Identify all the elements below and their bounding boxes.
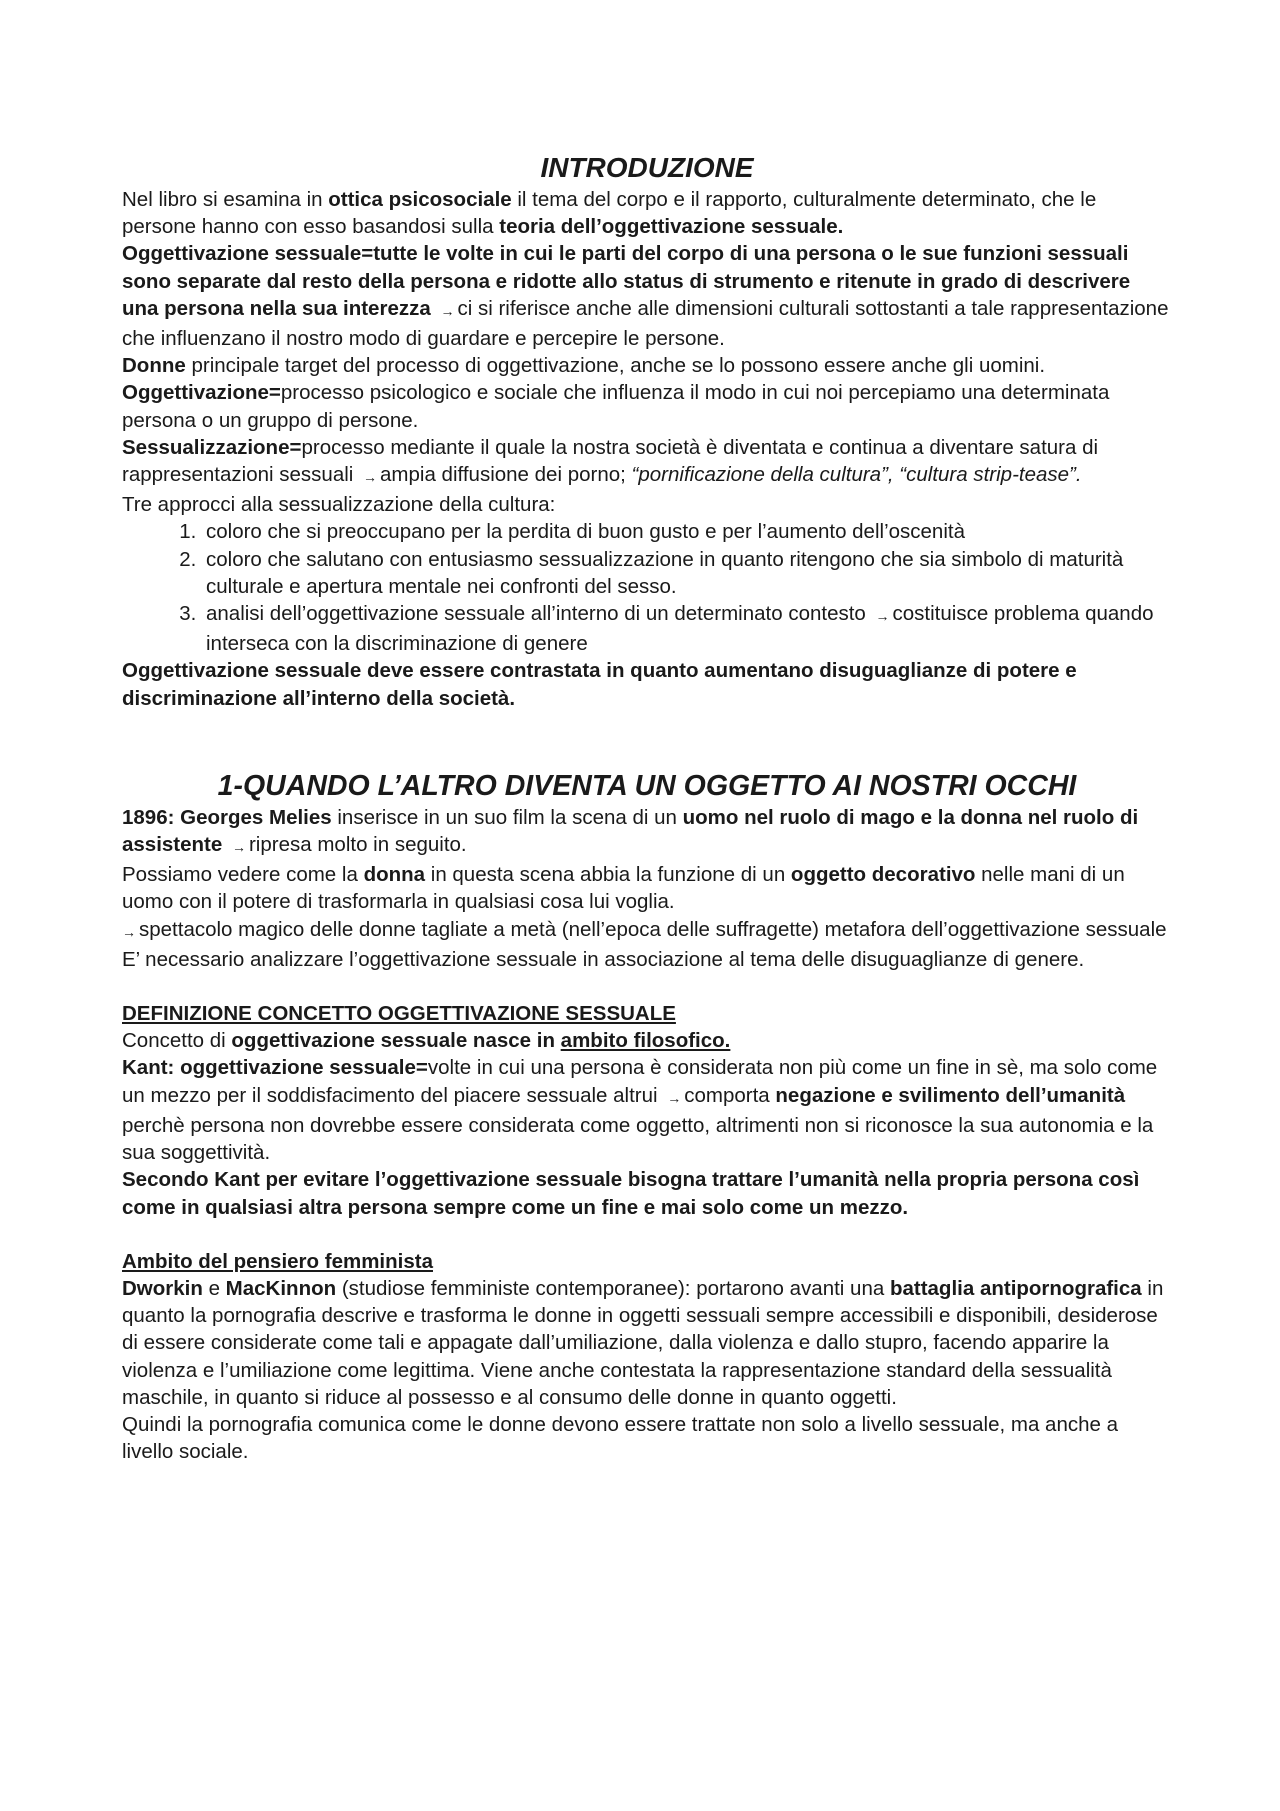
chapter-paragraph-2: [122, 861, 1172, 915]
spacer: [122, 1221, 1172, 1248]
bold-run: MacKinnon: [225, 1276, 337, 1300]
text-run: Possiamo vedere come la: [122, 863, 364, 887]
bold-run: ottica psicosociale: [328, 188, 512, 211]
text-run: ampia diffusione dei porno;: [380, 463, 632, 487]
italic-run: “pornificazione della cultura”, “cultura strip-tease”: [631, 463, 1076, 487]
text-run: principale target del processo di oggettivazione, anche se lo possono essere anche gli uomini.: [185, 354, 1046, 378]
definition-paragraph-3: [122, 1166, 1172, 1220]
intro-paragraph-6: Tre approcci alla sessualizzazione della cultura:: [122, 493, 556, 517]
arrow-icon: →: [875, 608, 890, 625]
document-page: [122, 150, 1172, 1465]
text-run: Concetto di: [122, 1029, 232, 1053]
list-item: 1. coloro che si preoccupano per la perdita di buon gusto e per l’aumento dell’oscenità: [202, 518, 1172, 545]
approaches-list: [122, 518, 1172, 657]
intro-paragraph-3: [122, 352, 1172, 379]
underline-run: ambito filosofico.: [560, 1029, 731, 1053]
bold-run: battaglia antipornografica: [889, 1276, 1142, 1300]
definition-paragraph-2: [122, 1054, 1172, 1166]
text-run: perchè persona non dovrebbe essere considerata come oggetto, altrimenti non si riconosce la sua autonomia e la sua soggettività.: [122, 1113, 1154, 1165]
section-heading: DEFINIZIONE CONCETTO OGGETTIVAZIONE SESSUALE: [122, 1002, 676, 1026]
text-run: il tema del corpo e il rapporto, culturalmente determinato, che le persone hanno con esso basandosi sulla: [122, 188, 1097, 239]
feminist-paragraph-1: [122, 1275, 1172, 1411]
text-run: processo psicologico e sociale che influenza il modo in cui noi percepiamo una determinata persona o un gruppo di persone.: [122, 381, 1110, 432]
feminist-heading: [122, 1248, 1172, 1275]
chapter-title: 1-QUANDO L’ALTRO DIVENTA UN OGGETTO AI NOSTRI OCCHI: [217, 769, 1077, 802]
text-run: spettacolo magico delle donne tagliate a metà (nell’epoca delle suffragette) metafora dell’oggettivazione sessuale: [139, 917, 1167, 941]
text-run: inserisce in un suo film la scena di un: [331, 805, 683, 829]
arrow-icon: →: [122, 923, 136, 940]
arrow-icon: →: [667, 1089, 682, 1106]
text-run: (studiose femministe contemporanee): portarono avanti una: [336, 1276, 890, 1300]
definition-heading: [122, 1000, 1172, 1027]
bold-run: Sessualizzazione=: [122, 435, 302, 459]
arrow-icon: →: [440, 302, 455, 319]
intro-paragraph-4: [122, 379, 1172, 433]
text-run: processo mediante il quale la nostra società è diventata e continua a diventare satura di rappresentazioni sessuali: [122, 435, 1099, 487]
text-run: ci si riferisce anche alle dimensioni culturali sottostanti a tale rappresentazione che influenzano il nostro modo di guardare e percepire le persone.: [122, 296, 1169, 351]
bold-run: 1896: Georges Melies: [122, 805, 332, 829]
arrow-icon: →: [363, 469, 378, 486]
spacer: [122, 973, 1172, 1000]
text-run: in quanto la pornografia descrive e trasforma le donne in oggetti sessuali sempre accessibili e disponibili, desiderose di essere considerate come tali e appagate dall’umiliazione, dalla violenza e dallo stupro, facendo apparire la violenza e l’umiliazione come legittima. Viene anche contestata la rappresentazione standard della sessualità maschile, in quanto si riduce al possesso e al consumo delle donne in quanto oggetti.: [122, 1276, 1164, 1409]
bold-run: Oggettivazione sessuale=tutte le volte in cui le parti del corpo di una persona o le sue funzioni sessuali sono separate dal resto della persona e ridotte allo status di strumento e ritenute in grado di descrivere una persona nella sua interezza: [122, 242, 1131, 320]
arrow-icon: →: [231, 839, 246, 856]
text-run: e: [202, 1276, 226, 1300]
bold-run: Oggettivazione=: [122, 381, 281, 405]
bold-run: Oggettivazione sessuale deve essere contrastata in quanto aumentano disuguaglianze di potere e discriminazione all’interno della società.: [122, 659, 1077, 710]
feminist-paragraph-2: Quindi la pornografia comunica come le donne devono essere trattate non solo a livello sessuale, ma anche a livello sociale.: [122, 1412, 1118, 1464]
chapter-paragraph-1: [122, 804, 1172, 861]
definition-paragraph-1: [122, 1027, 1172, 1054]
intro-paragraph-1: [122, 186, 1172, 240]
bold-run: Dworkin: [122, 1276, 203, 1300]
intro-paragraph-5: [122, 434, 1172, 491]
bold-run: Donne: [122, 354, 186, 378]
bold-run: donna: [363, 863, 426, 887]
text-run: ripresa molto in seguito.: [248, 833, 467, 857]
section-heading: Ambito del pensiero femminista: [122, 1249, 433, 1273]
bold-run: Kant: oggettivazione sessuale=: [122, 1056, 428, 1080]
bold-run: uomo nel ruolo di mago e la donna nel ruolo di assistente: [122, 805, 1139, 857]
text-run: Nel libro si esamina in: [122, 188, 329, 211]
intro-title: INTRODUZIONE: [540, 152, 754, 183]
text-run: nelle mani di un uomo con il potere di trasformarla in qualsiasi cosa lui voglia.: [122, 863, 1125, 914]
bold-run: negazione e svilimento dell’umanità: [775, 1083, 1126, 1107]
list-item: 2. coloro che salutano con entusiasmo sessualizzazione in quanto ritengono che sia simbolo di maturità culturale e apertura mentale nei confronti del sesso.: [202, 546, 1172, 600]
bold-run: Secondo Kant per evitare l’oggettivazione sessuale bisogna trattare l’umanità nella propria persona così come in qualsiasi altra persona sempre come un fine e mai solo come un mezzo.: [122, 1168, 1140, 1219]
intro-conclusion: [122, 657, 1172, 711]
bold-run: oggetto decorativo: [790, 863, 976, 887]
bold-run: teoria dell’oggettivazione sessuale.: [499, 215, 844, 239]
text-run: in questa scena abbia la funzione di un: [425, 863, 791, 887]
list-item: [202, 600, 1172, 657]
text-run: analisi dell’oggettivazione sessuale all’interno di un determinato contesto: [206, 602, 872, 626]
bold-run: oggettivazione sessuale nasce in: [231, 1029, 561, 1053]
text-run: comporta: [684, 1083, 776, 1107]
chapter-paragraph-3: [122, 916, 1172, 946]
text-run: volte in cui una persona è considerata non più come un fine in sè, ma solo come un mezzo per il soddisfacimento del piacere sessuale altrui: [122, 1056, 1158, 1107]
text-run: .: [1075, 463, 1082, 487]
chapter-paragraph-4: E’ necessario analizzare l’oggettivazione sessuale in associazione al tema delle disuguaglianze di genere.: [122, 947, 1085, 971]
text-run: costituisce problema quando interseca con la discriminazione di genere: [206, 602, 1154, 656]
intro-paragraph-2: [122, 240, 1172, 352]
